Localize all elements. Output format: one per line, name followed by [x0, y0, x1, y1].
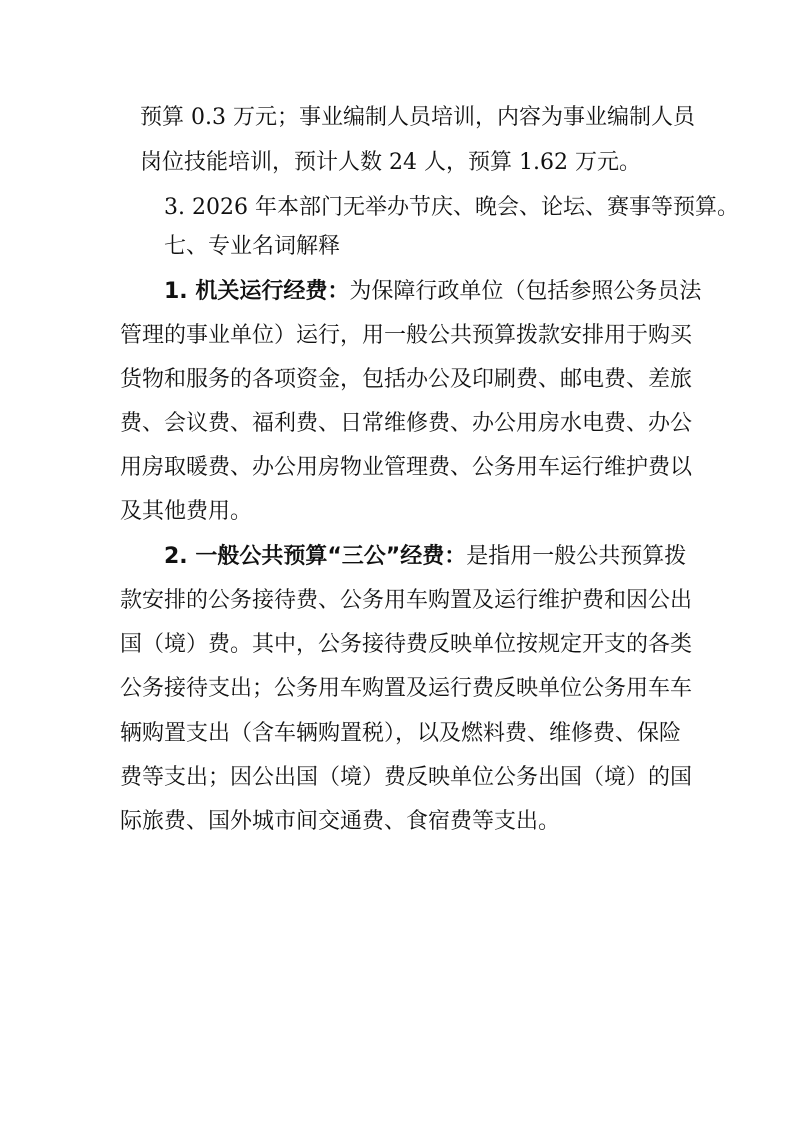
text-line: 费、会议费、福利费、日常维修费、办公用房水电费、办公: [120, 411, 693, 436]
text-line: 公务接待支出；公务用车购置及运行费反映单位公务用车车: [120, 676, 693, 701]
text-line: 款安排的公务接待费、公务用车购置及运行维护费和因公出: [120, 588, 693, 613]
text-line: 辆购置支出（含车辆购置税），以及燃料费、维修费、保险: [120, 721, 682, 746]
term-2-title: 2. 一般公共预算“三公”经费：: [164, 544, 467, 569]
term-1-first-line: [0, 272, 793, 312]
text-line: 管理的事业单位）运行，用一般公共预算拨款安排用于购买: [120, 323, 693, 348]
item-3-text: 3. 2026 年本部门无举办节庆、晚会、论坛、赛事等预算。: [164, 195, 739, 220]
text-line: 费等支出；因公出国（境）费反映单位公务出国（境）的国: [120, 765, 693, 790]
text-line: 及其他费用。: [120, 499, 253, 524]
text-line: 货物和服务的各项资金，包括办公及印刷费、邮电费、差旅: [120, 367, 693, 392]
text-line: 岗位技能培训，预计人数 24 人，预算 1.62 万元。: [140, 150, 641, 175]
text-line: 际旅费、国外城市间交通费、食宿费等支出。: [120, 809, 561, 834]
term-1-title: 1. 机关运行经费：: [164, 279, 350, 304]
term-2-first-line-rest: 是指用一般公共预算拨: [466, 544, 687, 569]
text-line: 用房取暖费、办公用房物业管理费、公务用车运行维护费以: [120, 455, 693, 480]
term-1-first-line-rest: 为保障行政单位（包括参照公务员法: [349, 279, 702, 304]
section-heading: 七、专业名词解释: [164, 234, 341, 259]
term-2-first-line: [0, 537, 793, 577]
text-line: 预算 0.3 万元；事业编制人员培训，内容为事业编制人员: [140, 105, 695, 130]
text-line: 国（境）费。其中，公务接待费反映单位按规定开支的各类: [120, 632, 693, 657]
